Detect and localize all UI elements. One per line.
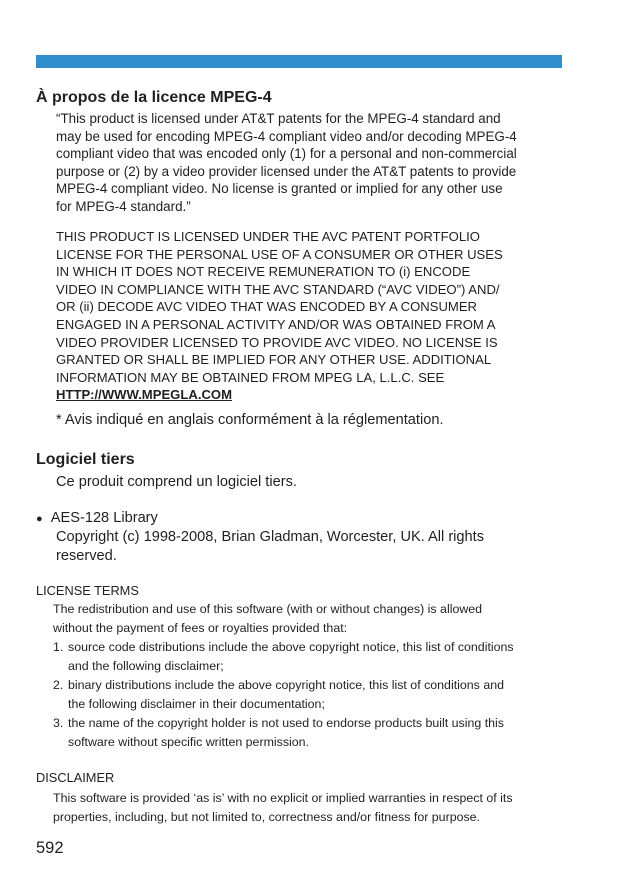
translation-note: * Avis indiqué en anglais conformément à la réglementation. [56, 412, 444, 428]
header-accent-bar [36, 55, 562, 68]
avc-line: VIDEO PROVIDER LICENSED TO PROVIDE AVC VIDEO. NO LICENSE IS [56, 334, 498, 350]
item-line: source code distributions include the above copyright notice, this list of conditions [68, 640, 514, 654]
copyright-line: reserved. [56, 548, 117, 564]
disclaimer-line: This software is provided ‘as is’ with no explicit or implied warranties in respect of its [53, 791, 513, 805]
library-name: AES-128 Library [50, 510, 158, 526]
quote-line: purpose or (2) by a video provider licensed under the AT&T patents to provide [56, 163, 517, 179]
item-number: 3. [53, 715, 64, 730]
third-party-intro: Ce produit comprend un logiciel tiers. [56, 474, 297, 490]
item-line: software without specific written permission. [68, 734, 310, 749]
list-item [53, 714, 573, 752]
item-line: binary distributions include the above copyright notice, this list of conditions and [68, 677, 504, 692]
mpeg4-heading: À propos de la licence MPEG-4 [36, 89, 272, 106]
item-number: 1. [53, 640, 64, 654]
terms-line: The redistribution and use of this software (with or without changes) is allowed [53, 602, 483, 616]
list-item [53, 638, 573, 676]
avc-license-notice [56, 228, 503, 404]
license-terms-list [53, 638, 573, 751]
page-number: 592 [36, 839, 64, 857]
third-party-heading: Logiciel tiers [36, 451, 135, 468]
item-line: the following disclaimer in their documentation; [68, 696, 325, 711]
disclaimer-text [53, 789, 513, 827]
aes-library-entry [36, 509, 158, 528]
avc-line: THIS PRODUCT IS LICENSED UNDER THE AVC PATENT PORTFOLIO [56, 229, 480, 244]
terms-line: without the payment of fees or royalties provided that: [53, 620, 348, 635]
copyright-line: Copyright (c) 1998-2008, Brian Gladman, Worcester, UK. All rights [56, 529, 484, 545]
avc-line: INFORMATION MAY BE OBTAINED FROM MPEG LA, L.L.C. SEE [56, 369, 445, 385]
avc-line: LICENSE FOR THE PERSONAL USE OF A CONSUMER OR OTHER USES [56, 246, 503, 262]
list-item [53, 676, 573, 714]
avc-line: OR (ii) DECODE AVC VIDEO THAT WAS ENCODED BY A CONSUMER [56, 299, 478, 315]
disclaimer-line: properties, including, but not limited to, correctness and/or fitness for purpose. [53, 809, 481, 824]
license-terms-label: LICENSE TERMS [36, 583, 139, 598]
quote-line: may be used for encoding MPEG-4 compliant video and/or decoding MPEG-4 [56, 128, 517, 144]
disclaimer-label: DISCLAIMER [36, 770, 115, 785]
copyright-notice [56, 528, 484, 566]
avc-line: VIDEO IN COMPLIANCE WITH THE AVC STANDARD (“AVC VIDEO”) AND/ [56, 281, 500, 297]
quote-line: MPEG-4 compliant video. No license is granted or implied for any other use [56, 181, 503, 197]
avc-line: GRANTED OR SHALL BE IMPLIED FOR ANY OTHER USE. ADDITIONAL [56, 352, 492, 368]
mpegla-link[interactable]: HTTP://WWW.MPEGLA.COM [56, 387, 233, 403]
avc-line: IN WHICH IT DOES NOT RECEIVE REMUNERATION TO (i) ENCODE [56, 264, 471, 280]
item-number: 2. [53, 677, 64, 692]
quote-line: “This product is licensed under AT&T patents for the MPEG-4 standard and [56, 111, 501, 126]
avc-line: ENGAGED IN A PERSONAL ACTIVITY AND/OR WAS OBTAINED FROM A [56, 316, 496, 332]
quote-line: for MPEG-4 standard.” [56, 198, 191, 214]
item-line: the name of the copyright holder is not used to endorse products built using this [68, 715, 505, 730]
mpeg4-license-quote [56, 110, 517, 216]
license-terms-intro [53, 600, 482, 638]
quote-line: compliant video that was encoded only (1) for a personal and non-commercial [56, 146, 517, 162]
bullet-icon: ● [36, 513, 43, 525]
item-line: and the following disclaimer; [68, 658, 224, 673]
